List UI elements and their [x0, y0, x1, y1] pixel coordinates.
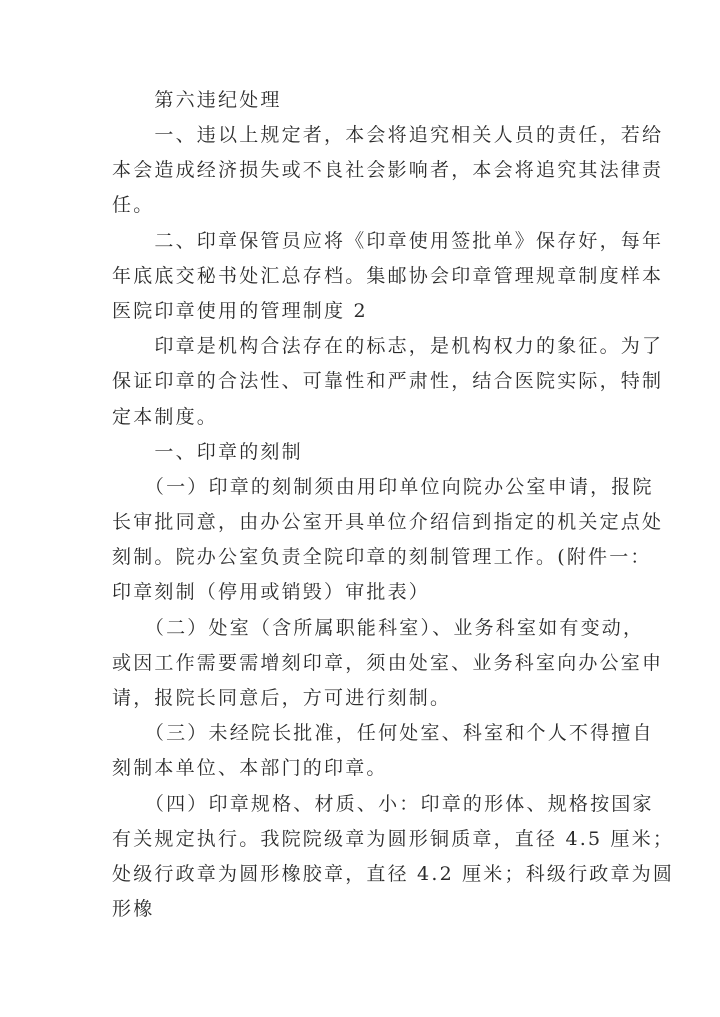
text-line: 年底底交秘书处汇总存档。集邮协会印章管理规章制度样本 [112, 265, 664, 287]
text-line: 任。 [112, 194, 155, 216]
text-line: 本会造成经济损失或不良社会影响者，本会将追究其法律责 [112, 159, 664, 181]
text-line: （四）印章规格、材质、小：印章的形体、规格按国家 [112, 793, 654, 815]
text-line: 一、印章的刻制 [112, 441, 303, 463]
text-line: 第六违纪处理 [112, 89, 282, 111]
text-line: 定本制度。 [112, 406, 219, 428]
text-line: 有关规定执行。我院院级章为圆形铜质章，直径 4.5 厘米； [112, 828, 675, 850]
text-line: 保证印章的合法性、可靠性和严肃性，结合医院实际，特制 [112, 370, 664, 392]
text-line: （一）印章的刻制须由用印单位向院办公室申请，报院 [112, 476, 654, 498]
text-line: 刻制。院办公室负责全院印章的刻制管理工作。(附件一： [112, 546, 652, 568]
text-line: 印章是机构合法存在的标志，是机构权力的象征。为了 [112, 335, 664, 357]
text-line: 处级行政章为圆形橡胶章，直径 4.2 厘米；科级行政章为圆 [112, 863, 675, 885]
text-line: 或因工作需要需增刻印章，须由处室、业务科室向办公室申 [112, 652, 664, 674]
text-line: 二、印章保管员应将《印章使用签批单》保存好，每年 [112, 230, 664, 252]
text-line: 长审批同意，由办公室开具单位介绍信到指定的机关定点处 [112, 511, 664, 533]
text-line: （三）未经院长批准，任何处室、科室和个人不得擅自 [112, 722, 654, 744]
text-line: 形橡 [112, 898, 155, 920]
text-line: （二）处室（含所属职能科室）、业务科室如有变动， [112, 617, 645, 639]
text-line: 请，报院长同意后，方可进行刻制。 [112, 687, 452, 709]
text-line: 一、违以上规定者，本会将追究相关人员的责任，若给 [112, 124, 664, 146]
text-line: 医院印章使用的管理制度 2 [112, 300, 368, 322]
text-line: 刻制本单位、本部门的印章。 [112, 757, 388, 779]
text-line: 印章刻制（停用或销毁）审批表） [112, 581, 431, 603]
